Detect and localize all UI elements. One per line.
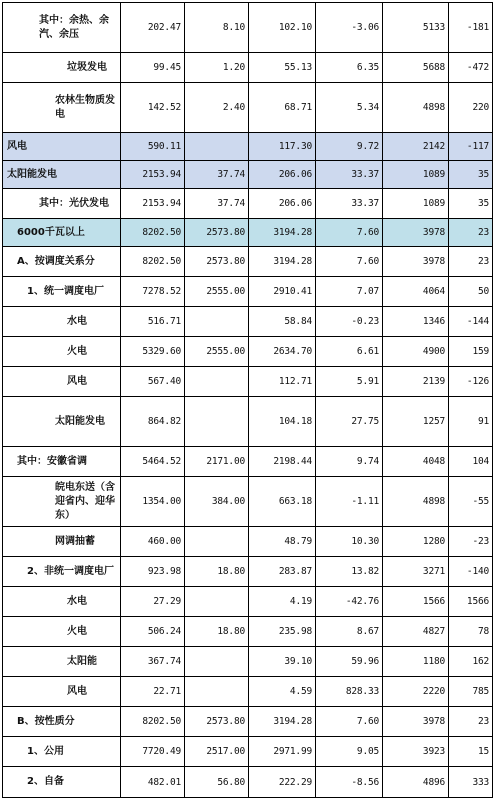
growth-rate-value: 6.61 [316,337,383,367]
capacity-value: 27.29 [121,587,185,617]
utilization-hours-value: 1346 [383,307,449,337]
table-row [3,617,493,647]
growth-rate-value: 7.60 [316,247,383,277]
growth-rate-value: 9.72 [316,133,383,161]
new-capacity-value: 2171.00 [185,447,249,477]
new-capacity-value: 18.80 [185,557,249,587]
row-label: 火电 [3,337,121,367]
hours-change-value: 162 [449,647,493,677]
hours-change-value: -472 [449,53,493,83]
growth-rate-value: 10.30 [316,527,383,557]
growth-rate-value: 33.37 [316,189,383,219]
utilization-hours-value: 1089 [383,161,449,189]
row-label: 垃圾发电 [3,53,121,83]
utilization-hours-value: 4064 [383,277,449,307]
hours-change-value: 50 [449,277,493,307]
utilization-hours-value: 1566 [383,587,449,617]
hours-change-value: 104 [449,447,493,477]
utilization-hours-value: 4898 [383,477,449,527]
row-label: A、按调度关系分 [3,247,121,277]
new-capacity-value: 37.74 [185,161,249,189]
generation-value: 68.71 [249,83,316,133]
hours-change-value: -144 [449,307,493,337]
utilization-hours-value: 4896 [383,767,449,798]
hours-change-value: -126 [449,367,493,397]
row-label: 太阳能发电 [3,161,121,189]
table-row [3,677,493,707]
row-label: 火电 [3,617,121,647]
hours-change-value: 35 [449,161,493,189]
table-row [3,587,493,617]
growth-rate-value: -3.06 [316,3,383,53]
table-row [3,247,493,277]
hours-change-value: 91 [449,397,493,447]
row-label: 其中：安徽省调 [3,447,121,477]
capacity-value: 506.24 [121,617,185,647]
utilization-hours-value: 1089 [383,189,449,219]
new-capacity-value [185,587,249,617]
generation-value: 206.06 [249,161,316,189]
capacity-value: 22.71 [121,677,185,707]
row-label: 风电 [3,367,121,397]
generation-value: 663.18 [249,477,316,527]
table-row [3,133,493,161]
new-capacity-value: 2555.00 [185,337,249,367]
hours-change-value: -140 [449,557,493,587]
table-row [3,447,493,477]
utilization-hours-value: 4048 [383,447,449,477]
generation-value: 283.87 [249,557,316,587]
generation-value: 2971.99 [249,737,316,767]
utilization-hours-value: 2142 [383,133,449,161]
utilization-hours-value: 3978 [383,707,449,737]
capacity-value: 2153.94 [121,161,185,189]
row-label: 太阳能发电 [3,397,121,447]
new-capacity-value: 1.20 [185,53,249,83]
table-row [3,737,493,767]
hours-change-value: 35 [449,189,493,219]
utilization-hours-value: 1257 [383,397,449,447]
generation-value: 102.10 [249,3,316,53]
generation-value: 3194.28 [249,247,316,277]
growth-rate-value: 7.60 [316,707,383,737]
hours-change-value: 23 [449,707,493,737]
table-row [3,161,493,189]
new-capacity-value [185,133,249,161]
growth-rate-value: 33.37 [316,161,383,189]
growth-rate-value: 59.96 [316,647,383,677]
generation-value: 58.84 [249,307,316,337]
capacity-value: 5464.52 [121,447,185,477]
capacity-value: 864.82 [121,397,185,447]
table-row [3,277,493,307]
growth-rate-value: -42.76 [316,587,383,617]
new-capacity-value: 56.80 [185,767,249,798]
row-label: 1、公用 [3,737,121,767]
hours-change-value: 159 [449,337,493,367]
growth-rate-value: 5.91 [316,367,383,397]
table-row [3,707,493,737]
table-row [3,477,493,527]
utilization-hours-value: 3978 [383,247,449,277]
capacity-value: 202.47 [121,3,185,53]
hours-change-value: 15 [449,737,493,767]
row-label: 网调抽蓄 [3,527,121,557]
new-capacity-value: 2517.00 [185,737,249,767]
hours-change-value: 785 [449,677,493,707]
row-label: B、按性质分 [3,707,121,737]
new-capacity-value [185,647,249,677]
new-capacity-value [185,527,249,557]
row-label: 2、自备 [3,767,121,798]
new-capacity-value [185,367,249,397]
table-row [3,557,493,587]
new-capacity-value: 2573.80 [185,219,249,247]
generation-value: 117.30 [249,133,316,161]
hours-change-value: 78 [449,617,493,647]
new-capacity-value: 18.80 [185,617,249,647]
table-row [3,337,493,367]
row-label: 水电 [3,307,121,337]
hours-change-value: 23 [449,247,493,277]
growth-rate-value: 13.82 [316,557,383,587]
growth-rate-value: 7.07 [316,277,383,307]
generation-value: 3194.28 [249,707,316,737]
generation-value: 222.29 [249,767,316,798]
growth-rate-value: 9.05 [316,737,383,767]
growth-rate-value: 27.75 [316,397,383,447]
generation-value: 4.59 [249,677,316,707]
new-capacity-value: 2573.80 [185,707,249,737]
hours-change-value: -55 [449,477,493,527]
utilization-hours-value: 5133 [383,3,449,53]
generation-value: 3194.28 [249,219,316,247]
new-capacity-value [185,677,249,707]
table-row [3,189,493,219]
growth-rate-value: -0.23 [316,307,383,337]
utilization-hours-value: 4827 [383,617,449,647]
capacity-value: 5329.60 [121,337,185,367]
row-label: 2、非统一调度电厂 [3,557,121,587]
row-label: 风电 [3,677,121,707]
generation-value: 4.19 [249,587,316,617]
new-capacity-value: 8.10 [185,3,249,53]
new-capacity-value: 2555.00 [185,277,249,307]
capacity-value: 923.98 [121,557,185,587]
new-capacity-value: 2573.80 [185,247,249,277]
generation-value: 48.79 [249,527,316,557]
generation-value: 112.71 [249,367,316,397]
utilization-hours-value: 2220 [383,677,449,707]
growth-rate-value: -8.56 [316,767,383,798]
generation-value: 2198.44 [249,447,316,477]
new-capacity-value [185,307,249,337]
growth-rate-value: 6.35 [316,53,383,83]
capacity-value: 590.11 [121,133,185,161]
hours-change-value: 333 [449,767,493,798]
utilization-hours-value: 4900 [383,337,449,367]
table-row [3,397,493,447]
capacity-value: 7278.52 [121,277,185,307]
capacity-value: 567.40 [121,367,185,397]
new-capacity-value: 2.40 [185,83,249,133]
generation-value: 235.98 [249,617,316,647]
row-label: 农林生物质发电 [3,83,121,133]
generation-value: 2910.41 [249,277,316,307]
capacity-value: 2153.94 [121,189,185,219]
generation-value: 206.06 [249,189,316,219]
utilization-hours-value: 1180 [383,647,449,677]
utilization-hours-value: 2139 [383,367,449,397]
capacity-value: 460.00 [121,527,185,557]
utilization-hours-value: 5688 [383,53,449,83]
statistics-table [2,2,493,798]
generation-value: 39.10 [249,647,316,677]
growth-rate-value: 7.60 [316,219,383,247]
hours-change-value: 1566 [449,587,493,617]
capacity-value: 7720.49 [121,737,185,767]
utilization-hours-value: 3271 [383,557,449,587]
generation-value: 2634.70 [249,337,316,367]
capacity-value: 482.01 [121,767,185,798]
row-label: 皖电东送（含迎省内、迎华东） [3,477,121,527]
generation-value: 104.18 [249,397,316,447]
growth-rate-value: 828.33 [316,677,383,707]
table-row [3,53,493,83]
table-row [3,83,493,133]
row-label: 风电 [3,133,121,161]
utilization-hours-value: 4898 [383,83,449,133]
capacity-value: 8202.50 [121,247,185,277]
growth-rate-value: 8.67 [316,617,383,647]
utilization-hours-value: 1280 [383,527,449,557]
hours-change-value: -23 [449,527,493,557]
table-row [3,367,493,397]
table-row [3,3,493,53]
capacity-value: 99.45 [121,53,185,83]
table-row [3,307,493,337]
table-row [3,647,493,677]
hours-change-value: 23 [449,219,493,247]
growth-rate-value: 5.34 [316,83,383,133]
hours-change-value: 220 [449,83,493,133]
table-row [3,527,493,557]
growth-rate-value: -1.11 [316,477,383,527]
row-label: 6000千瓦以上 [3,219,121,247]
growth-rate-value: 9.74 [316,447,383,477]
capacity-value: 367.74 [121,647,185,677]
hours-change-value: -117 [449,133,493,161]
row-label: 水电 [3,587,121,617]
new-capacity-value [185,397,249,447]
row-label: 太阳能 [3,647,121,677]
utilization-hours-value: 3978 [383,219,449,247]
utilization-hours-value: 3923 [383,737,449,767]
generation-value: 55.13 [249,53,316,83]
new-capacity-value: 384.00 [185,477,249,527]
capacity-value: 142.52 [121,83,185,133]
capacity-value: 8202.50 [121,219,185,247]
row-label: 1、统一调度电厂 [3,277,121,307]
row-label: 其中：余热、余汽、余压 [3,3,121,53]
row-label: 其中：光伏发电 [3,189,121,219]
capacity-value: 516.71 [121,307,185,337]
capacity-value: 8202.50 [121,707,185,737]
table-row [3,219,493,247]
new-capacity-value: 37.74 [185,189,249,219]
hours-change-value: -181 [449,3,493,53]
capacity-value: 1354.00 [121,477,185,527]
